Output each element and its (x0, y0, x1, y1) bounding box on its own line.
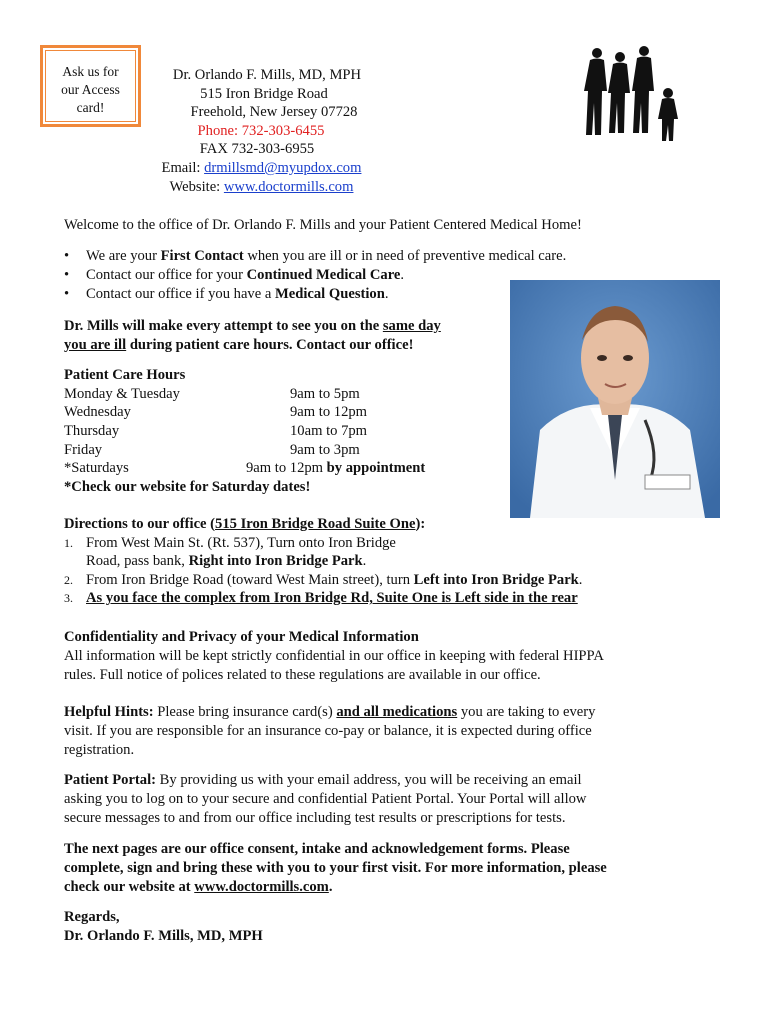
directions-title: Directions to our office (515 Iron Bridge Road Suite One): (64, 516, 426, 532)
list-item: • Contact our office if you have a Medical Question. (64, 285, 566, 304)
list-item: • We are your First Contact when you are ill or in need of preventive medical care. (64, 247, 566, 266)
hours-row: Thursday 10am to 7pm (64, 422, 368, 439)
street-address: 515 Iron Bridge Road (200, 85, 328, 102)
patient-care-hours (64, 366, 484, 497)
city-state-zip: Freehold, New Jersey 07728 (190, 104, 358, 121)
patient-portal-section: Patient Portal: By providing us with your email address, you will be receiving an email asking you to log on to your secure and confidential Patient Portal. Your Portal will allow secure messages to and from our office including test results or prescriptions for tests. (64, 772, 587, 826)
next-pages-notice: The next pages are our office consent, intake and acknowledgement forms. Please complete, sign and bring these with you to your first visit. For more information, please check our website at www.doctormills.com. (64, 841, 607, 895)
hours-row: Wednesday 9am to 12pm (64, 404, 368, 421)
doctor-portrait-photo (510, 280, 720, 518)
services-bullet-list (64, 247, 566, 303)
welcome-line: Welcome to the office of Dr. Orlando F. Mills and your Patient Centered Medical Home! (64, 217, 582, 233)
confidentiality-section: Confidentiality and Privacy of your Medical Information All information will be kept strictly confidential in our office in keeping with federal HIPPA rules. Full notice of polices related to these regulations are available in our office. (64, 628, 714, 684)
closing-signature: Regards, Dr. Orlando F. Mills, MD, MPH (64, 909, 263, 944)
email-line: Email: drmillsmd@myupdox.com (161, 159, 362, 176)
email-link[interactable]: drmillsmd@myupdox.com (204, 159, 362, 176)
hours-row: Friday 9am to 3pm (64, 441, 360, 458)
list-item: 1. From West Main St. (Rt. 537), Turn onto Iron Bridge (64, 534, 396, 551)
confidentiality-title: Confidentiality and Privacy of your Medical Information (64, 629, 419, 645)
same-day-notice: Dr. Mills will make every attempt to see you on the same day you are ill during patient care hours. Contact our office! (64, 318, 441, 353)
directions-section (64, 515, 582, 608)
list-item: 2. From Iron Bridge Road (toward West Main street), turn Left into Iron Bridge Park. (64, 571, 583, 588)
hours-row: Monday & Tuesday 9am to 5pm (64, 385, 360, 402)
list-item-continued: Road, pass bank, Right into Iron Bridge Park. (86, 553, 367, 570)
doctor-name: Dr. Orlando F. Mills, MD, MPH (172, 67, 362, 83)
hours-title: Patient Care Hours (64, 367, 186, 383)
access-card-text: Ask us for our Access card! (45, 50, 136, 122)
family-silhouette-logo (580, 43, 700, 143)
saturday-check-note: *Check our website for Saturday dates! (64, 479, 311, 496)
website-link[interactable]: www.doctormills.com (223, 178, 354, 195)
list-item: • Contact our office for your Continued Medical Care. (64, 266, 566, 285)
hours-row-saturday: *Saturdays 9am to 12pm by appointment (64, 460, 426, 477)
fax-number: FAX 732-303-6955 (199, 141, 315, 158)
website-link-footer[interactable]: www.doctormills.com (194, 878, 329, 895)
phone-number: Phone: 732-303-6455 (197, 122, 325, 139)
helpful-hints-section: Helpful Hints: Please bring insurance card(s) and all medications you are taking to every visit. If you are responsible for an insurance co-pay or balance, it is expected during office registration. (64, 704, 596, 758)
list-item: 3. As you face the complex from Iron Bridge Rd, Suite One is Left side in the rear (64, 590, 578, 607)
website-line: Website: www.doctormills.com (169, 178, 354, 195)
